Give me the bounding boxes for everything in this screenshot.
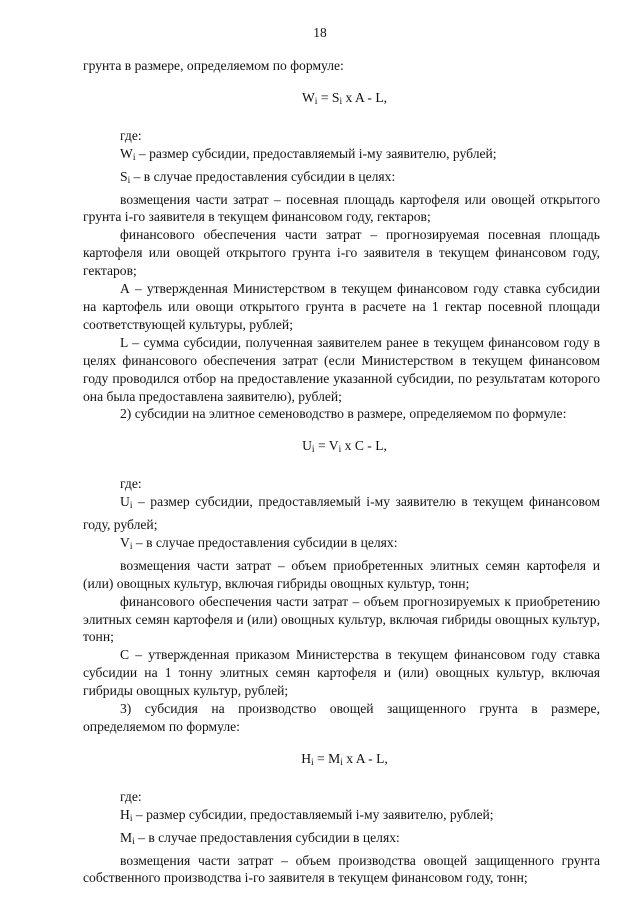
definition-u: $U_i$ – размер субсидии, предоставляемый i-му заявителю в текущем финансовом году, рублей;: [83, 494, 600, 533]
definition-l: L – сумма субсидии, полученная заявителем ранее в текущем финансовом году в целях финансового обеспечения затрат (если Министерством в текущем финансовом году проводился отбор на предоставление указанной субсидии, по результатам которого она была предоставлена заявителю), рублей;: [83, 334, 600, 404]
document-body: [83, 57, 600, 887]
definition-s: $S_i$ – в случае предоставления субсидии в целях:: [120, 168, 396, 186]
paragraph: возмещения части затрат – объем приобретенных элитных семян картофеля и (или) овощных культур, включая гибриды овощных культур, тонн;: [83, 557, 600, 591]
formula-h: $H_i = M_i$ x A - L,: [301, 750, 388, 768]
paragraph: финансового обеспечения части затрат – прогнозируемая посевная площадь картофеля или овощей открытого грунта i-го заявителя в текущем финансовом году, гектаров;: [83, 227, 600, 279]
definition-h: $H_i$ – размер субсидии, предоставляемый i-му заявителю, рублей;: [120, 806, 494, 824]
definition-c: С – утвержденная приказом Министерства в текущем финансовом году ставка субсидии на 1 тонну элитных семян картофеля и (или) овощных культур, включая гибриды овощных культур, рублей;: [83, 647, 600, 699]
paragraph: возмещения части затрат – посевная площадь картофеля или овощей открытого грунта i-го заявителя в текущем финансовом году, гектаров;: [83, 191, 600, 225]
paragraph: финансового обеспечения части затрат – объем прогнозируемых к приобретению элитных семян картофеля и (или) овощных культур, включая гибриды овощных культур, тонн;: [83, 593, 600, 645]
where-label: где:: [120, 127, 142, 143]
item-2: 2) субсидии на элитное семеноводство в размере, определяемом по формуле:: [120, 406, 567, 422]
intro-line: грунта в размере, определяемом по формуле:: [83, 58, 344, 73]
definition-m: $M_i$ – в случае предоставления субсидии в целях:: [120, 829, 400, 847]
item-3: 3) субсидия на производство овощей защищенного грунта в размере, определяемом по формуле:: [83, 701, 600, 734]
formula-u: $U_i = V_i$ x C - L,: [302, 438, 387, 456]
where-label: где:: [120, 788, 142, 804]
definition-a: А – утвержденная Министерством в текущем финансовом году ставка субсидии на картофель или овощи открытого грунта в расчете на 1 гектар посевной площади соответствующей культуры, рублей;: [83, 281, 600, 332]
where-label: где:: [120, 476, 142, 492]
paragraph: возмещения части затрат – объем производства овощей защищенного грунта собственного производства i-го заявителя в текущем финансовом году, тонн;: [83, 852, 600, 886]
page-number: 18: [313, 25, 327, 40]
definition-v: $V_i$ – в случае предоставления субсидии в целях:: [120, 534, 398, 552]
definition-w: $W_i$ – размер субсидии, предоставляемый i-му заявителю, рублей;: [120, 145, 497, 163]
formula-w: $W_i = S_i$ x A - L,: [301, 89, 388, 107]
